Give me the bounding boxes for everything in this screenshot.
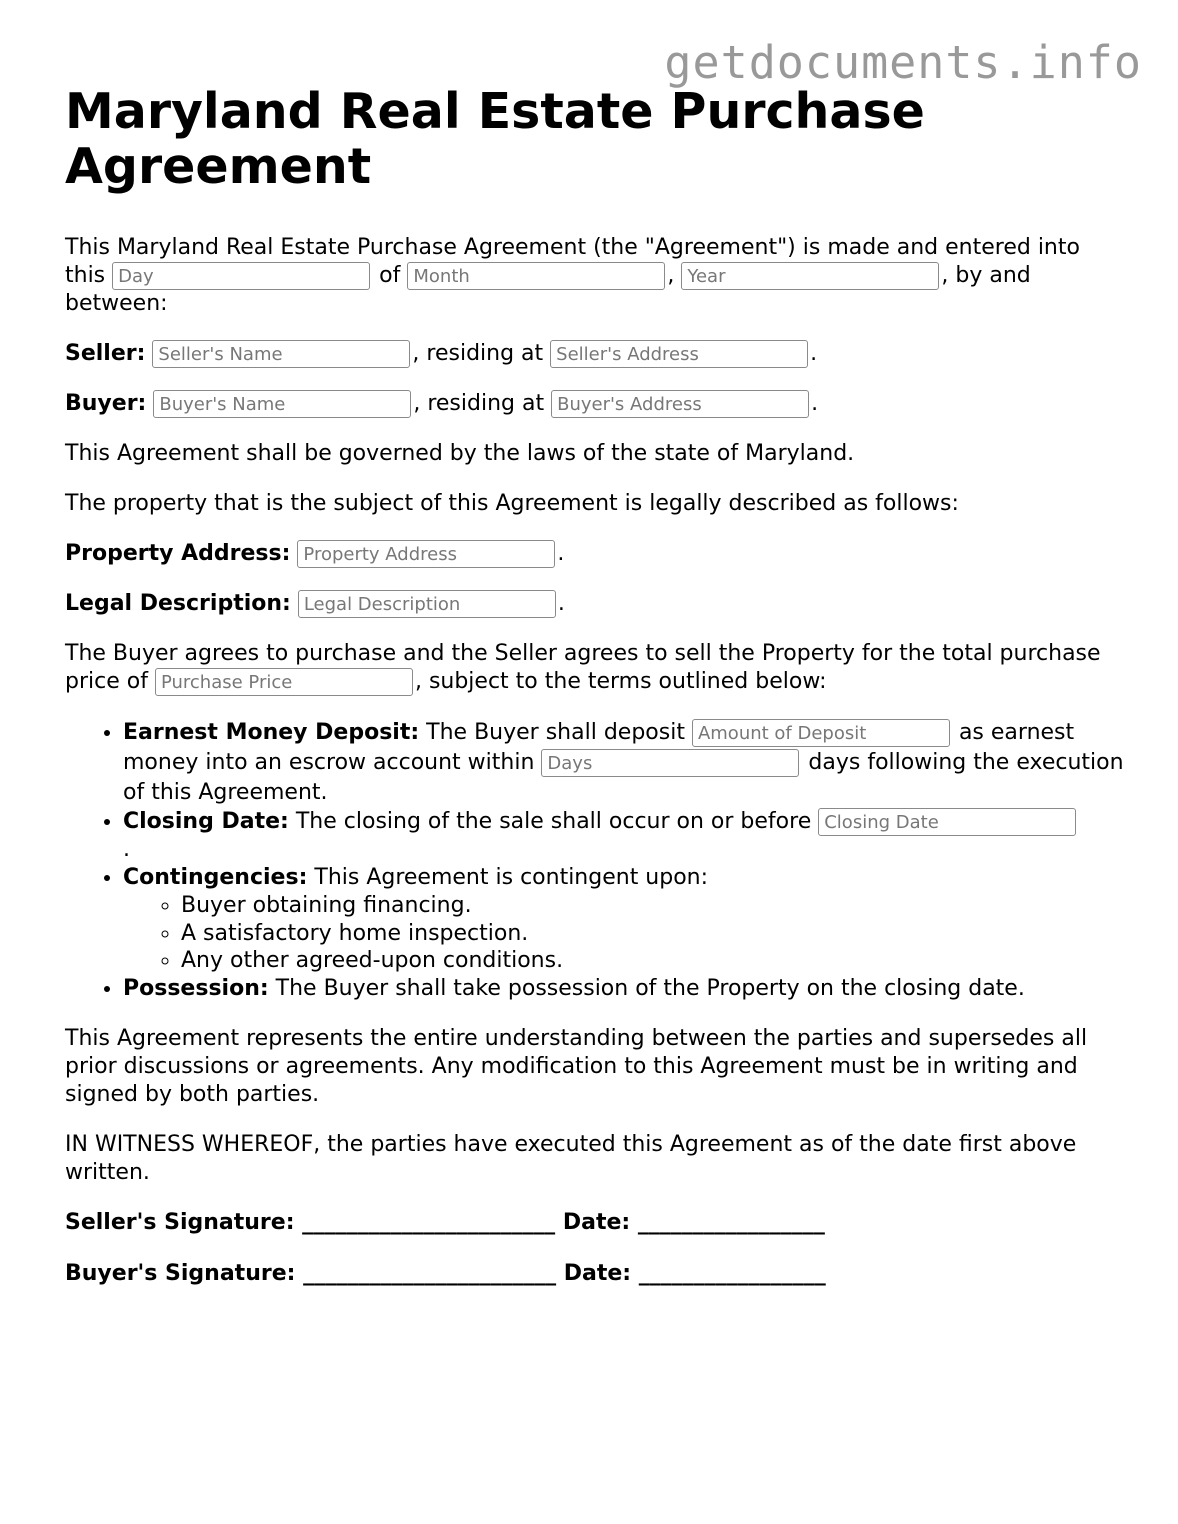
seller-address-input[interactable]	[550, 340, 808, 368]
purchase-price-paragraph	[65, 640, 1125, 696]
seller-signature-label: Seller's Signature:	[65, 1209, 295, 1235]
contingencies-label: Contingencies:	[123, 865, 308, 890]
earnest-text-2: as earnest money into an escrow account within	[123, 720, 1075, 775]
property-address-end: .	[557, 541, 565, 566]
buyer-line-end: .	[811, 391, 819, 416]
earnest-text-3: days following the execution of this Agreement.	[123, 750, 1124, 805]
property-address-input[interactable]	[297, 540, 555, 568]
contingencies-list	[123, 892, 1125, 975]
list-item: ◦ Any other agreed-upon conditions.	[181, 947, 1125, 975]
year-input[interactable]	[681, 262, 939, 290]
purchase-text-2: , subject to the terms outlined below:	[414, 669, 827, 694]
deposit-amount-input[interactable]	[692, 719, 950, 747]
seller-signature-blank: _______________________	[302, 1209, 556, 1235]
earnest-text-1: The Buyer shall deposit	[426, 720, 685, 745]
buyer-address-input[interactable]	[551, 390, 809, 418]
closing-date-item	[123, 808, 1125, 864]
intro-text-2: , by and between:	[65, 263, 1031, 316]
day-input[interactable]	[112, 262, 370, 290]
intro-comma: ,	[667, 263, 675, 288]
buyer-signature-label: Buyer's Signature:	[65, 1260, 296, 1286]
buyer-signature-line	[65, 1260, 1125, 1288]
purchase-text-1: The Buyer agrees to purchase and the Seller agrees to sell the Property for the total purchase price of	[65, 641, 1101, 694]
document-title: Maryland Real Estate Purchase Agreement	[65, 83, 925, 195]
buyer-signature-blank: _______________________	[303, 1260, 557, 1286]
legal-description-line	[65, 590, 1125, 618]
deposit-days-input[interactable]	[541, 749, 799, 777]
buyer-date-blank: _________________	[638, 1260, 826, 1286]
buyer-residing-text: , residing at	[413, 391, 545, 416]
property-address-line	[65, 540, 1125, 568]
seller-line	[65, 340, 1125, 368]
seller-date-blank: _________________	[637, 1209, 825, 1235]
buyer-date-label: Date:	[563, 1260, 632, 1286]
intro-text-1: This Maryland Real Estate Purchase Agreement (the "Agreement") is made and entered into this	[65, 235, 1080, 288]
watermark: getdocuments.info	[664, 36, 1142, 89]
seller-name-input[interactable]	[152, 340, 410, 368]
legal-description-input[interactable]	[298, 590, 556, 618]
buyer-line	[65, 390, 1125, 418]
purchase-price-input[interactable]	[155, 668, 413, 696]
governing-law-text: This Agreement shall be governed by the laws of the state of Maryland.	[65, 441, 855, 466]
earnest-money-item	[123, 718, 1125, 808]
closing-date-input[interactable]	[818, 808, 1076, 836]
document-body	[65, 84, 1125, 1311]
terms-list	[65, 718, 1125, 1003]
list-item: ◦ Buyer obtaining financing.	[181, 892, 1125, 920]
property-address-label: Property Address:	[65, 541, 291, 566]
contingencies-item	[123, 864, 1125, 975]
seller-label: Seller:	[65, 341, 146, 366]
witness-text: IN WITNESS WHEREOF, the parties have executed this Agreement as of the date first above written.	[65, 1131, 1077, 1185]
seller-signature-line	[65, 1209, 1125, 1237]
possession-item	[123, 975, 1125, 1003]
intro-paragraph	[65, 234, 1125, 318]
possession-label: Possession:	[123, 975, 269, 1001]
month-input[interactable]	[407, 262, 665, 290]
buyer-label: Buyer:	[65, 391, 147, 416]
buyer-name-input[interactable]	[153, 390, 411, 418]
seller-line-end: .	[810, 341, 818, 366]
entire-agreement-text: This Agreement represents the entire understanding between the parties and supersedes all prior discussions or agreements. Any modification to this Agreement must be in writing and signed by both parties.	[65, 1025, 1088, 1107]
list-item: ◦ A satisfactory home inspection.	[181, 920, 1125, 948]
contingencies-text: This Agreement is contingent upon:	[314, 865, 709, 890]
closing-date-end: .	[123, 837, 130, 862]
possession-text: The Buyer shall take possession of the Property on the closing date.	[275, 975, 1025, 1001]
seller-date-label: Date:	[562, 1209, 631, 1235]
property-intro-text: The property that is the subject of this Agreement is legally described as follows:	[65, 491, 959, 516]
seller-residing-text: , residing at	[412, 341, 544, 366]
intro-of: of	[379, 263, 401, 288]
earnest-money-label: Earnest Money Deposit:	[123, 720, 420, 745]
legal-description-label: Legal Description:	[65, 591, 291, 616]
closing-text: The closing of the sale shall occur on or before	[295, 809, 812, 834]
closing-date-label: Closing Date:	[123, 809, 289, 834]
legal-description-end: .	[557, 591, 565, 616]
